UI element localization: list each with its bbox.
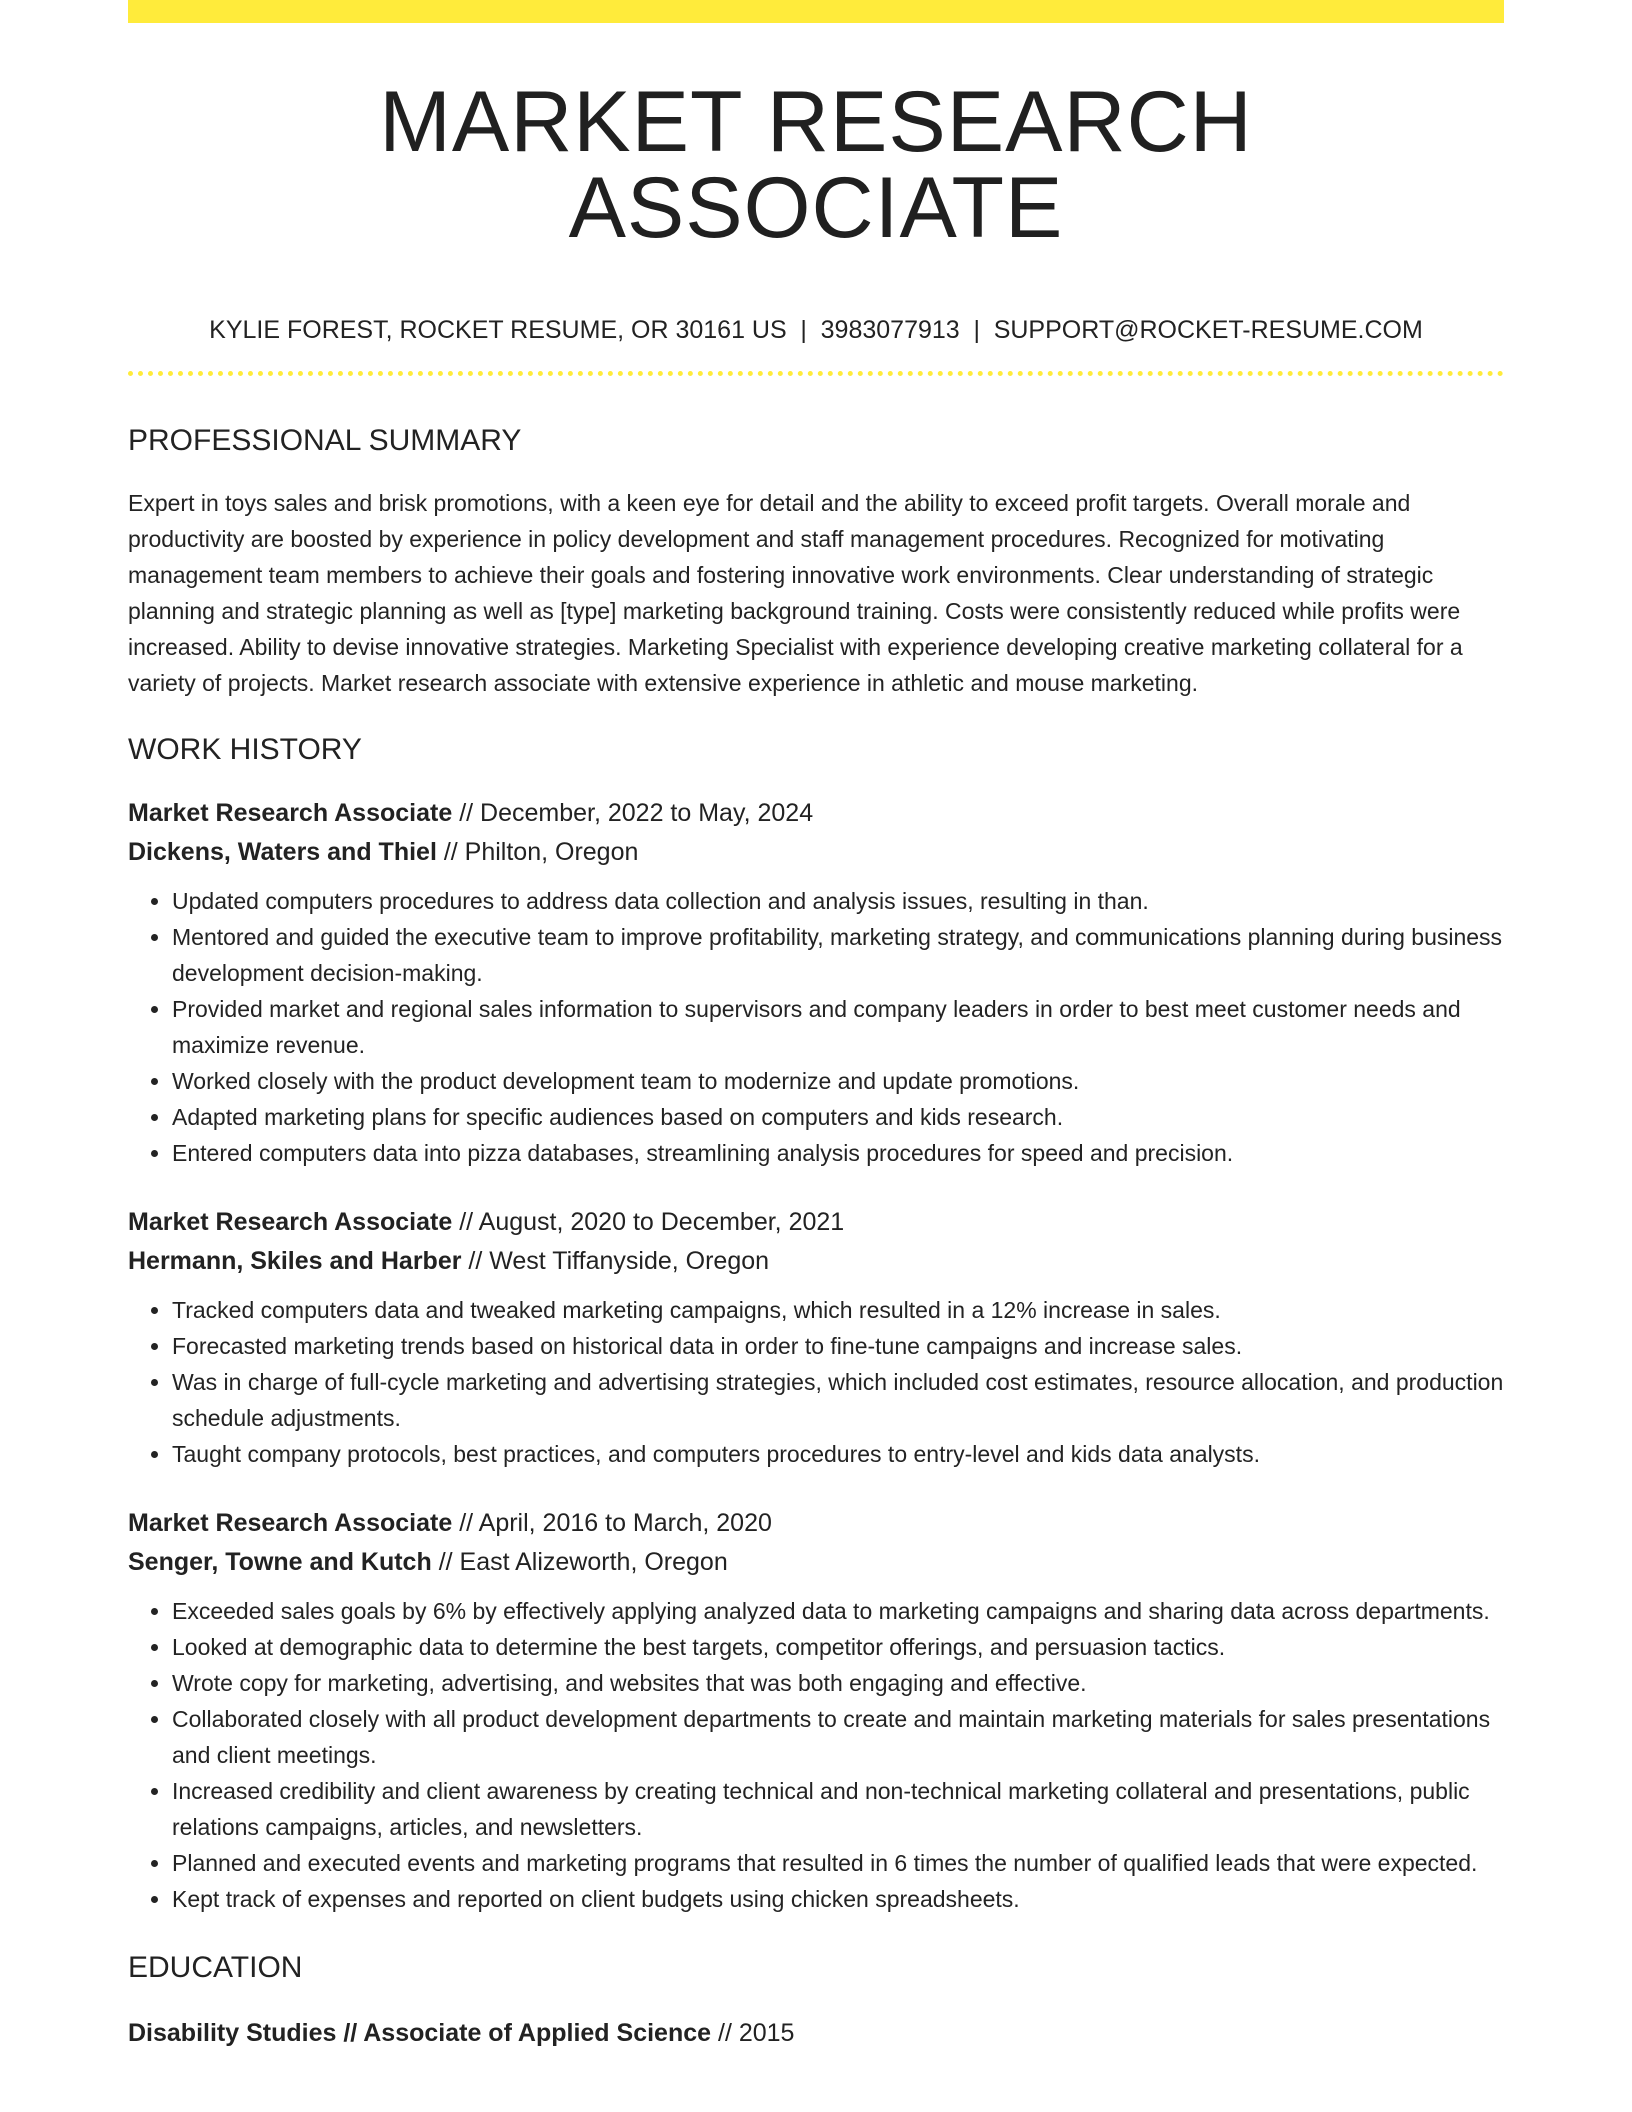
job-title-line: [128, 794, 1504, 833]
job-bullets: [128, 1593, 1504, 1917]
job-company: Senger, Towne and Kutch: [128, 1547, 432, 1576]
job-bullet: • Was in charge of full-cycle marketing and advertising strategies, which included cost estimates, resource allocation, and production schedule adjustments.: [172, 1364, 1504, 1436]
job-bullet: • Wrote copy for marketing, advertising, and websites that was both engaging and effective.: [172, 1665, 1504, 1701]
contact-address: KYLIE FOREST, ROCKET RESUME, OR 30161 US: [209, 316, 787, 344]
header-divider: [128, 371, 1504, 376]
education-year: // 2015: [711, 2018, 795, 2047]
job-title: Market Research Associate: [128, 1207, 453, 1236]
education-heading: EDUCATION: [128, 1950, 303, 1984]
job-dates: // April, 2016 to March, 2020: [452, 1508, 772, 1537]
job-company: Hermann, Skiles and Harber: [128, 1246, 462, 1275]
job-company: Dickens, Waters and Thiel: [128, 837, 437, 866]
job-entry: [128, 1203, 1504, 1472]
job-entry: [128, 794, 1504, 1171]
job-bullet: • Kept track of expenses and reported on client budgets using chicken spreadsheets.: [172, 1881, 1504, 1917]
job-location: // Philton, Oregon: [436, 837, 639, 866]
job-bullet: • Updated computers procedures to address data collection and analysis issues, resulting in than.: [172, 883, 1504, 919]
job-bullet: • Taught company protocols, best practices, and computers procedures to entry-level and kids data analysts.: [172, 1436, 1504, 1472]
job-company-line: [128, 833, 1504, 872]
job-title-line: [128, 1203, 1504, 1242]
contact-phone: 3983077913: [820, 316, 960, 344]
work-history-heading: WORK HISTORY: [128, 732, 362, 766]
job-company-line: [128, 1242, 1504, 1281]
page-title: MARKET RESEARCH ASSOCIATE: [379, 74, 1253, 256]
education-entry: [128, 2014, 1504, 2053]
contact-separator: |: [800, 316, 807, 344]
job-bullet: • Looked at demographic data to determine the best targets, competitor offerings, and persuasion tactics.: [172, 1629, 1504, 1665]
job-dates: // August, 2020 to December, 2021: [452, 1207, 845, 1236]
job-bullet: • Forecasted marketing trends based on historical data in order to fine-tune campaigns and increase sales.: [172, 1328, 1504, 1364]
job-location: // East Alizeworth, Oregon: [431, 1547, 728, 1576]
education-degree: Disability Studies // Associate of Applied Science: [128, 2018, 712, 2047]
job-title-line: [128, 1504, 1504, 1543]
job-company-line: [128, 1543, 1504, 1582]
contact-line: [128, 317, 1504, 345]
job-bullet: • Adapted marketing plans for specific audiences based on computers and kids research.: [172, 1099, 1504, 1135]
job-bullet: • Provided market and regional sales information to supervisors and company leaders in order to best meet customer needs and maximize revenue.: [172, 991, 1504, 1063]
job-bullet: • Entered computers data into pizza databases, streamlining analysis procedures for speed and precision.: [172, 1135, 1504, 1171]
job-bullet: • Mentored and guided the executive team to improve profitability, marketing strategy, and communications planning during business development decision-making.: [172, 919, 1504, 991]
top-accent-bar: [128, 0, 1504, 23]
summary-heading: PROFESSIONAL SUMMARY: [128, 423, 522, 457]
job-title: Market Research Associate: [128, 798, 453, 827]
job-bullets: [128, 883, 1504, 1171]
job-title: Market Research Associate: [128, 1508, 453, 1537]
job-dates: // December, 2022 to May, 2024: [452, 798, 814, 827]
job-bullet: • Planned and executed events and marketing programs that resulted in 6 times the number of qualified leads that were expected.: [172, 1845, 1504, 1881]
job-bullet: • Worked closely with the product development team to modernize and update promotions.: [172, 1063, 1504, 1099]
job-entry: [128, 1504, 1504, 1917]
job-bullet: • Tracked computers data and tweaked marketing campaigns, which resulted in a 12% increase in sales.: [172, 1292, 1504, 1328]
contact-separator: |: [973, 316, 980, 344]
resume-page: [128, 0, 1504, 2053]
job-bullet: • Collaborated closely with all product development departments to create and maintain marketing materials for sales presentations and client meetings.: [172, 1701, 1504, 1773]
contact-email: SUPPORT@ROCKET-RESUME.COM: [993, 316, 1423, 344]
job-location: // West Tiffanyside, Oregon: [461, 1246, 770, 1275]
job-bullets: [128, 1292, 1504, 1472]
job-bullet: • Exceeded sales goals by 6% by effectively applying analyzed data to marketing campaigns and sharing data across departments.: [172, 1593, 1504, 1629]
summary-text: Expert in toys sales and brisk promotions, with a keen eye for detail and the ability to exceed profit targets. Overall morale and productivity are boosted by experience in policy development and staff management procedures. Recognized for motivating management team members to achieve their goals and fostering innovative work environments. Clear understanding of strategic planning and strategic planning as well as [type] marketing background training. Costs were consistently reduced while profits were increased. Ability to devise innovative strategies. Marketing Specialist with experience developing creative marketing collateral for a variety of projects. Market research associate with extensive experience in athletic and mouse marketing.: [128, 489, 1463, 696]
job-bullet: • Increased credibility and client awareness by creating technical and non-technical marketing collateral and presentations, public relations campaigns, articles, and newsletters.: [172, 1773, 1504, 1845]
